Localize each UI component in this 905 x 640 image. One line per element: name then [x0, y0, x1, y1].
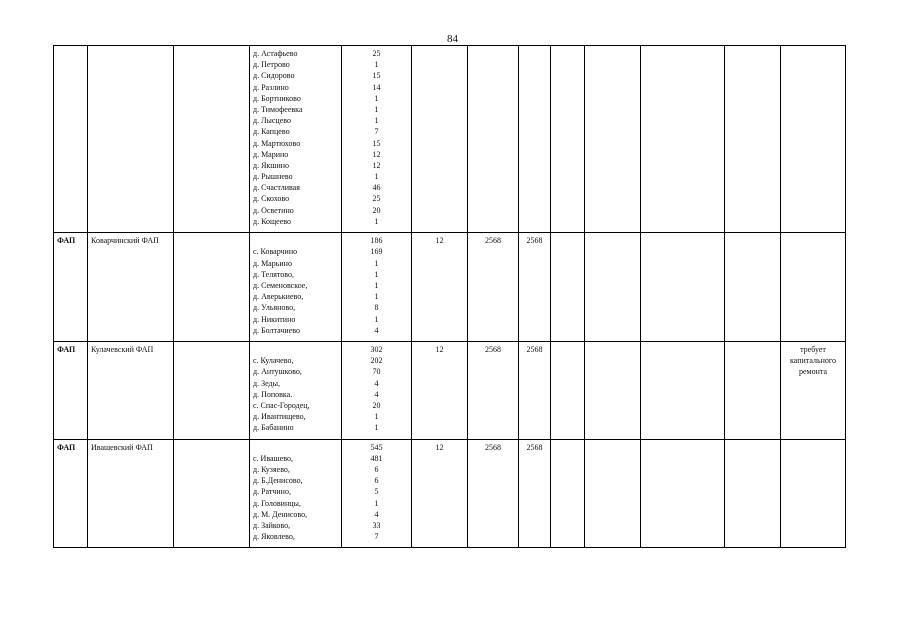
facility-name: Коварчинский ФАП [91, 236, 159, 246]
empty-cell [725, 233, 781, 342]
place-name: д. Антушково, [253, 367, 302, 377]
empty-cell [551, 341, 585, 439]
place-population: 4 [374, 325, 379, 335]
place-population: 1 [374, 269, 379, 279]
facility-type: ФАП [57, 442, 76, 452]
place-population: 25 [372, 49, 381, 58]
facility-name-cell [88, 46, 174, 233]
place-population: 7 [374, 532, 379, 542]
place-population: 33 [372, 520, 381, 530]
place-name: д. М. Денисово, [253, 509, 308, 519]
place-population: 1 [374, 60, 379, 70]
place-population: 6 [374, 464, 379, 474]
place-population: 1 [374, 314, 379, 324]
place-name: д. Марьино [253, 258, 292, 268]
place-population: 15 [372, 71, 381, 81]
note-cell [781, 341, 846, 439]
places-cell [250, 439, 342, 548]
place-population: 14 [372, 82, 381, 92]
places-cell [250, 46, 342, 233]
note-cell [781, 46, 846, 233]
col-a-cell [412, 439, 468, 548]
place-population: 1 [374, 412, 379, 422]
place-name: д. Кощеево [253, 216, 291, 226]
facility-type-cell [54, 439, 88, 548]
col-c-value: 2568 [526, 236, 543, 246]
place-population: 1 [374, 280, 379, 290]
place-name: д. Семеновское, [253, 280, 308, 290]
place-name: д. Кузяево, [253, 464, 290, 474]
place-name: д. Бабанино [253, 423, 294, 433]
place-population: 4 [374, 378, 379, 388]
place-name: д. Капцево [253, 127, 290, 137]
population-cell [342, 341, 412, 439]
facility-table [53, 45, 846, 548]
facility-name: Кулачевский ФАП [91, 344, 154, 354]
empty-cell [725, 439, 781, 548]
place-name: д. Марино [253, 149, 289, 159]
place-name: с. Ивашево, [253, 453, 293, 463]
col-a-cell [412, 233, 468, 342]
empty-cell [585, 233, 641, 342]
place-population: 5 [374, 487, 379, 497]
place-population: 7 [374, 127, 379, 137]
population-total: 302 [370, 344, 383, 354]
place-population: 15 [372, 138, 381, 148]
empty-cell [725, 341, 781, 439]
col-c-cell [519, 439, 551, 548]
facility-type-cell [54, 46, 88, 233]
place-name: д. Сидорово [253, 71, 295, 81]
empty-cell [174, 46, 250, 233]
place-name: д. Якшино [253, 160, 290, 170]
facility-type: ФАП [57, 236, 76, 246]
place-name: д. Бортниково [253, 93, 301, 103]
population-cell [342, 439, 412, 548]
empty-cell [585, 341, 641, 439]
empty-cell [641, 233, 725, 342]
place-name: д. Головинцы, [253, 498, 301, 508]
place-population: 6 [374, 476, 379, 486]
place-name: с. Коварчино [253, 247, 298, 257]
place-population: 4 [374, 509, 379, 519]
note-cell [781, 233, 846, 342]
place-population: 20 [372, 205, 381, 215]
empty-cell [641, 439, 725, 548]
place-population: 25 [372, 194, 381, 204]
col-a-cell [412, 46, 468, 233]
col-a-value: 12 [435, 344, 444, 354]
place-name: д. Зеды, [253, 378, 280, 388]
population-total: 186 [370, 236, 383, 246]
place-name: д. Телятово, [253, 269, 294, 279]
place-population: 12 [372, 160, 381, 170]
place-population: 1 [374, 104, 379, 114]
note-text: требует капитального ремонта [790, 344, 836, 377]
place-name: д. Зайково, [253, 520, 291, 530]
place-name: д. Тимофеевка [253, 104, 303, 114]
place-name: д. Мартюхово [253, 138, 301, 148]
facility-name-cell [88, 439, 174, 548]
col-a-cell [412, 341, 468, 439]
empty-cell [641, 46, 725, 233]
place-population: 70 [372, 367, 381, 377]
place-name: д. Счастливая [253, 183, 300, 193]
place-population: 1 [374, 216, 379, 226]
facility-type: ФАП [57, 344, 76, 354]
place-name: с. Кулачево, [253, 356, 294, 366]
empty-cell [551, 46, 585, 233]
table-row [54, 341, 846, 439]
note-cell [781, 439, 846, 548]
population-cell [342, 46, 412, 233]
col-a-value: 12 [435, 442, 444, 452]
place-population: 481 [370, 453, 383, 463]
place-name: д. Астафьево [253, 49, 298, 58]
facility-name-cell [88, 233, 174, 342]
place-population: 1 [374, 292, 379, 302]
place-name: д. Поповка. [253, 389, 293, 399]
place-name: д. Скохово [253, 194, 290, 204]
place-name: с. Спас-Городец, [253, 400, 310, 410]
place-population: 12 [372, 149, 381, 159]
place-name: д. Яковлево, [253, 532, 295, 542]
col-c-cell [519, 46, 551, 233]
col-c-cell [519, 233, 551, 342]
population-cell [342, 233, 412, 342]
empty-cell [641, 341, 725, 439]
place-population: 169 [370, 247, 383, 257]
place-name: д. Рышнево [253, 172, 293, 182]
place-population: 1 [374, 258, 379, 268]
place-name: д. Аверькиево, [253, 292, 304, 302]
place-population: 1 [374, 423, 379, 433]
place-name: д. Болтачиево [253, 325, 300, 335]
place-name: д. Никитино [253, 314, 296, 324]
facility-type-cell [54, 233, 88, 342]
col-a-value: 12 [435, 236, 444, 246]
table-row [54, 233, 846, 342]
place-name: д. Лысцево [253, 116, 291, 126]
col-b-cell [468, 233, 519, 342]
empty-cell [174, 439, 250, 548]
empty-cell [585, 439, 641, 548]
place-population: 1 [374, 116, 379, 126]
place-name: д. Б.Денисово, [253, 476, 303, 486]
empty-cell [174, 233, 250, 342]
place-name: д. Разлино [253, 82, 289, 92]
col-c-value: 2568 [526, 344, 543, 354]
places-cell [250, 341, 342, 439]
col-c-value: 2568 [526, 442, 543, 452]
place-population: 202 [370, 356, 383, 366]
col-b-cell [468, 46, 519, 233]
empty-cell [551, 233, 585, 342]
place-population: 1 [374, 172, 379, 182]
place-name: д. Ульяново, [253, 303, 296, 313]
place-population: 4 [374, 389, 379, 399]
col-c-cell [519, 341, 551, 439]
empty-cell [551, 439, 585, 548]
place-name: д. Ивантищево, [253, 412, 306, 422]
place-population: 46 [372, 183, 381, 193]
place-population: 1 [374, 498, 379, 508]
empty-cell [174, 341, 250, 439]
empty-cell [725, 46, 781, 233]
facility-name: Ивашевский ФАП [91, 442, 153, 452]
places-cell [250, 233, 342, 342]
col-b-value: 2568 [485, 344, 501, 354]
col-b-value: 2568 [485, 442, 501, 452]
facility-type-cell [54, 341, 88, 439]
table-row [54, 46, 846, 233]
empty-cell [585, 46, 641, 233]
place-population: 20 [372, 400, 381, 410]
col-b-cell [468, 439, 519, 548]
place-name: д. Ратчино, [253, 487, 291, 497]
col-b-cell [468, 341, 519, 439]
table-row [54, 439, 846, 548]
col-b-value: 2568 [485, 236, 501, 246]
place-population: 1 [374, 93, 379, 103]
page-number: 84 [447, 33, 458, 45]
place-name: д. Петрово [253, 60, 290, 70]
facility-name-cell [88, 341, 174, 439]
place-population: 8 [374, 303, 379, 313]
population-total: 545 [370, 442, 383, 452]
place-name: д. Осветино [253, 205, 294, 215]
